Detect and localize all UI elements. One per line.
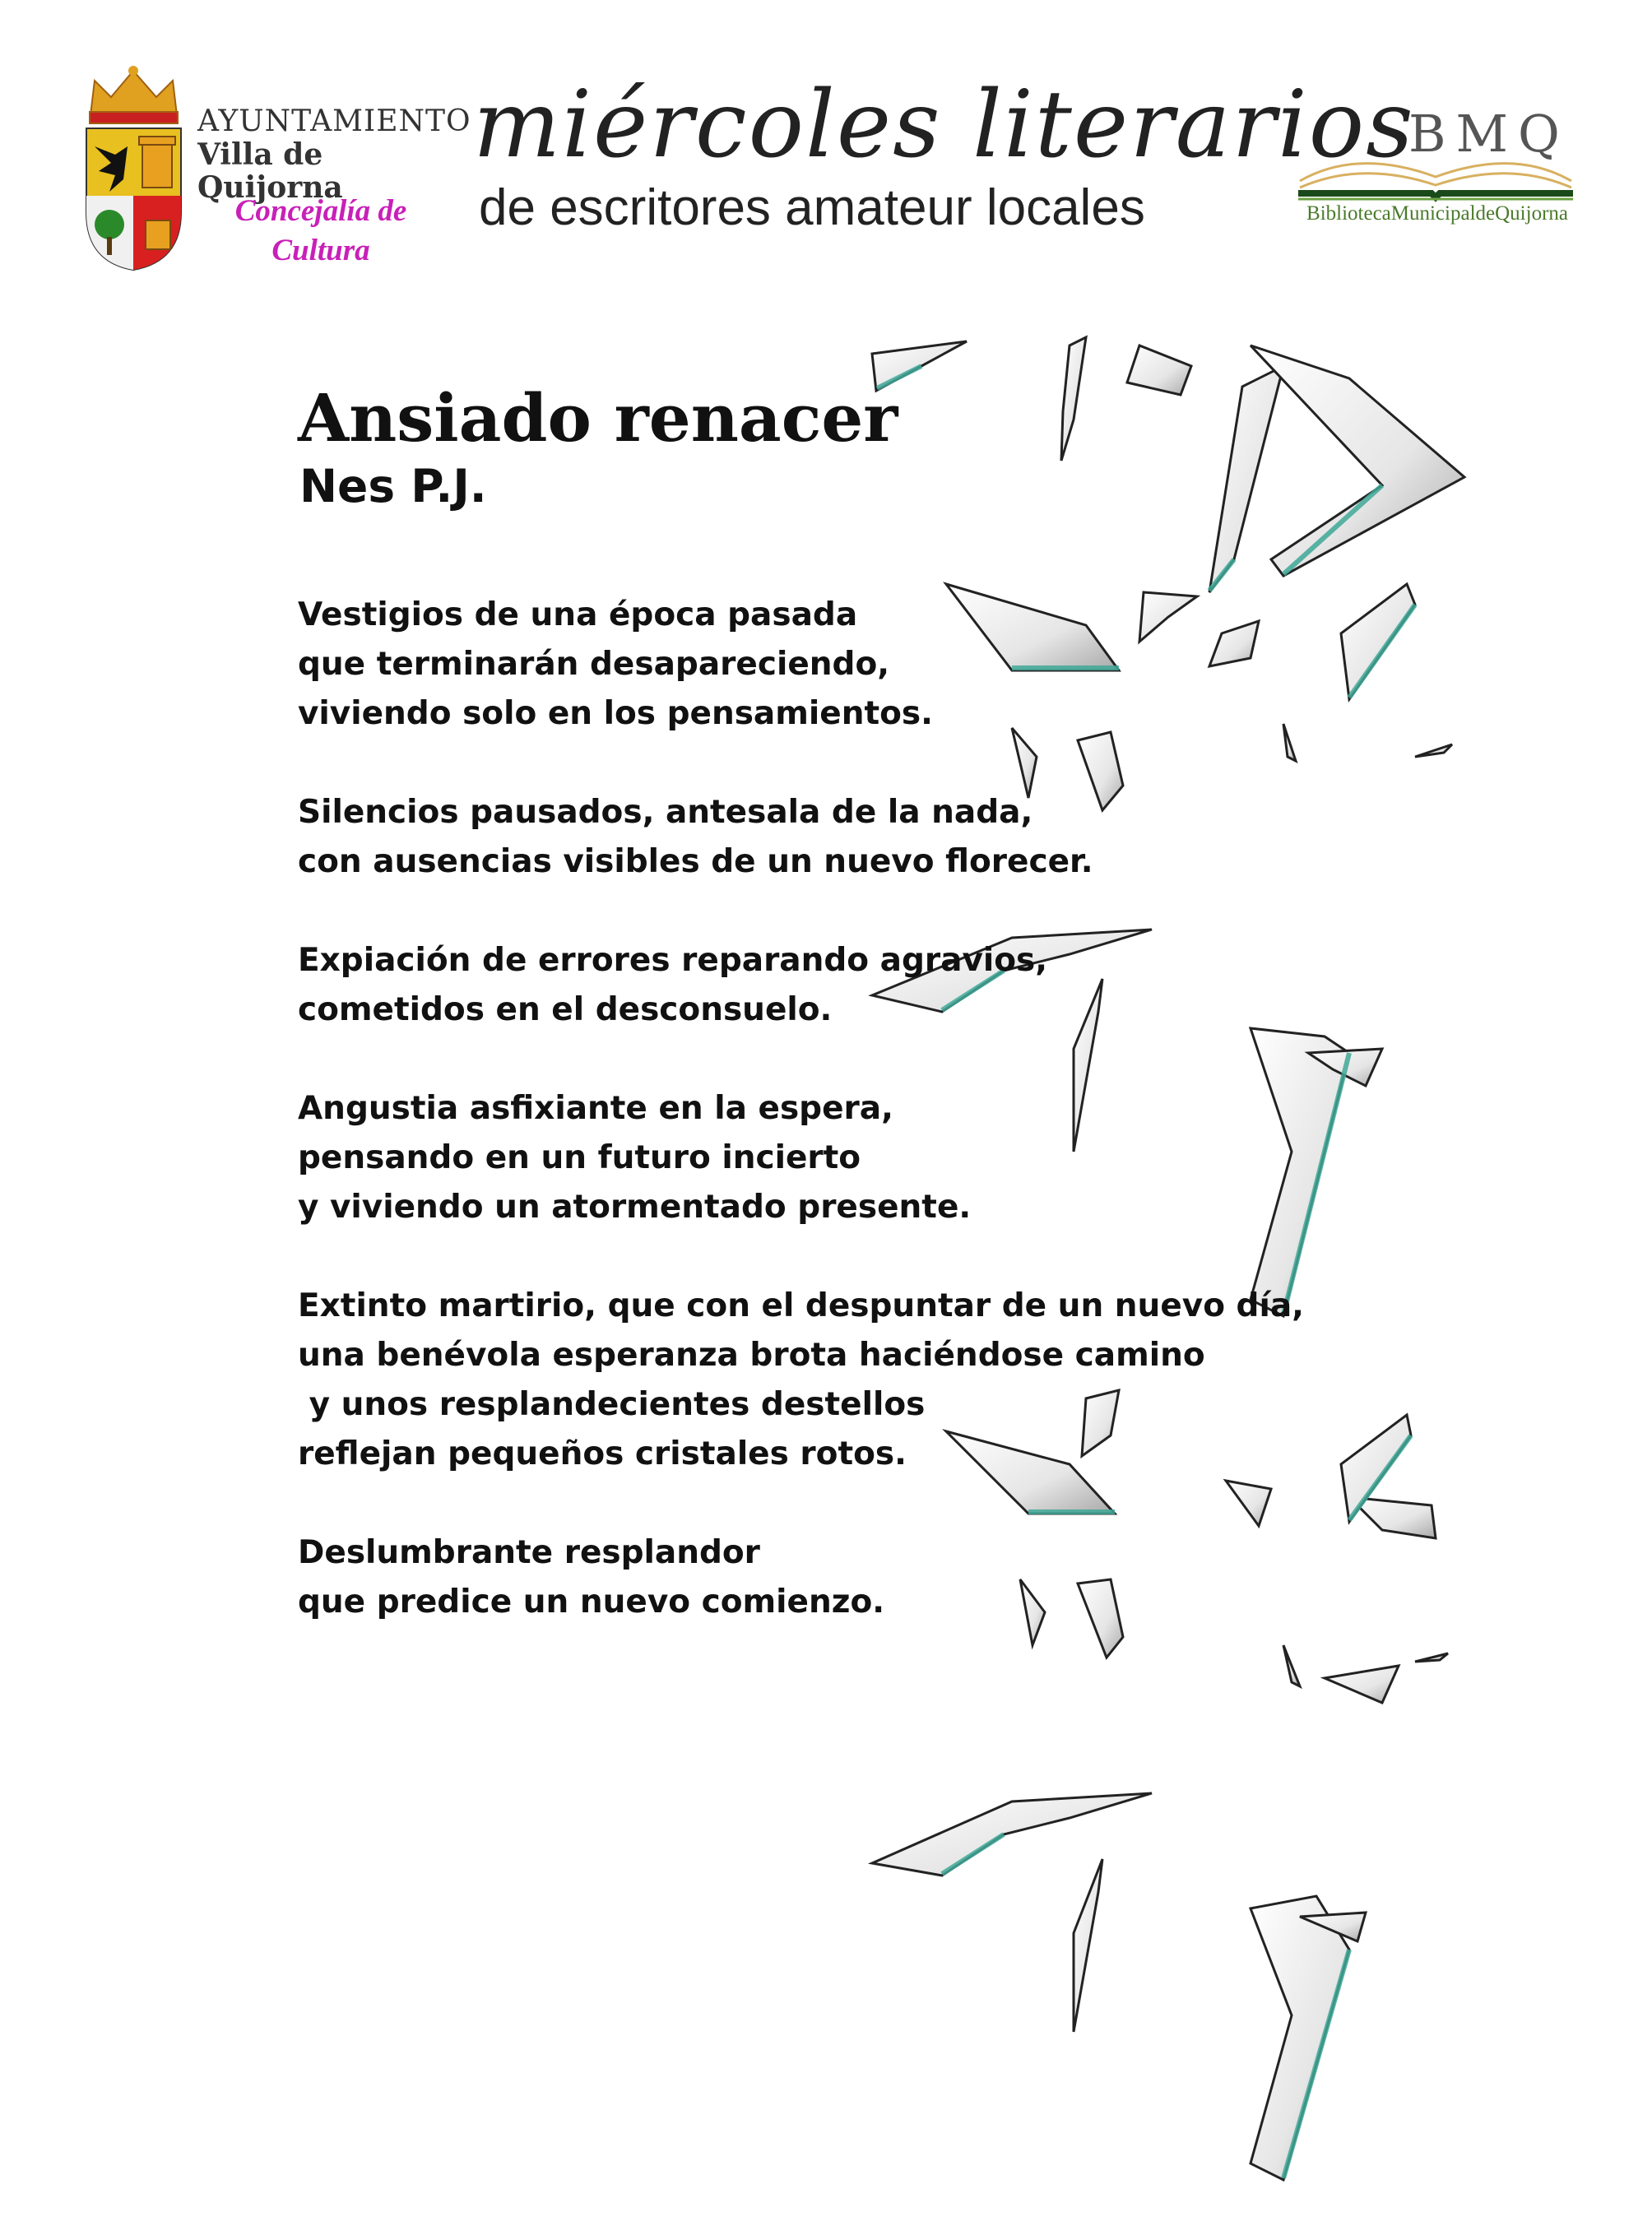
poem-line: Vestigios de una época pasada bbox=[298, 596, 858, 633]
concejalia-line2: Cultura bbox=[271, 234, 370, 267]
bmq-caption: BibliotecaMunicipaldeQuijorna bbox=[1306, 202, 1568, 225]
concejalia-line1: Concejalía de bbox=[234, 194, 407, 228]
poem-author: Nes P.J. bbox=[299, 460, 487, 512]
poem-line: Silencios pausados, antesala de la nada, bbox=[298, 794, 1033, 831]
stanza-4 bbox=[298, 1084, 1367, 1232]
poem-line: cometidos en el desconsuelo. bbox=[298, 991, 833, 1028]
ayuntamiento-block bbox=[197, 104, 471, 205]
series-title: miércoles literarios bbox=[473, 72, 1415, 179]
ayuntamiento-label: AYUNTAMIENTO bbox=[197, 104, 471, 138]
poem-line: una benévola esperanza brota haciéndose camino bbox=[298, 1337, 1205, 1374]
poem-line: reflejan pequeños cristales rotos. bbox=[298, 1435, 907, 1472]
coat-of-arms-icon bbox=[78, 64, 189, 278]
villa-label: Villa de Quijorna bbox=[197, 137, 343, 205]
poem-line: Deslumbrante resplandor bbox=[298, 1534, 760, 1571]
poem-stanzas bbox=[298, 591, 1367, 1627]
poem-line: pensando en un futuro incierto bbox=[298, 1139, 861, 1176]
poem-line: viviendo solo en los pensamientos. bbox=[298, 695, 933, 732]
stanza-1 bbox=[298, 591, 1367, 739]
stanza-3 bbox=[298, 936, 1367, 1035]
stanza-5 bbox=[298, 1282, 1367, 1479]
header bbox=[0, 0, 1652, 296]
poem-line: que predice un nuevo comienzo. bbox=[298, 1584, 885, 1621]
poem-line: y viviendo un atormentado presente. bbox=[298, 1189, 972, 1226]
poem-line: con ausencias visibles de un nuevo florecer. bbox=[298, 843, 1093, 880]
stanza-2 bbox=[298, 788, 1367, 887]
poem-line: Expiación de errores reparando agravios, bbox=[298, 942, 1048, 979]
bmq-letters: BMQ bbox=[1408, 104, 1570, 164]
poem bbox=[298, 378, 1367, 1676]
poem-line: Angustia asfixiante en la espera, bbox=[298, 1090, 893, 1127]
concejalia-label bbox=[197, 192, 444, 271]
series-subtitle: de escritores amateur locales bbox=[479, 179, 1145, 236]
poem-line: que terminarán desapareciendo, bbox=[298, 646, 890, 683]
poem-line: Extinto martirio, que con el despuntar de un nuevo día, bbox=[298, 1287, 1304, 1324]
stanza-6 bbox=[298, 1528, 1367, 1627]
poem-title: Ansiado renacer bbox=[298, 379, 898, 457]
poem-line: y unos resplandecientes destellos bbox=[298, 1386, 926, 1423]
